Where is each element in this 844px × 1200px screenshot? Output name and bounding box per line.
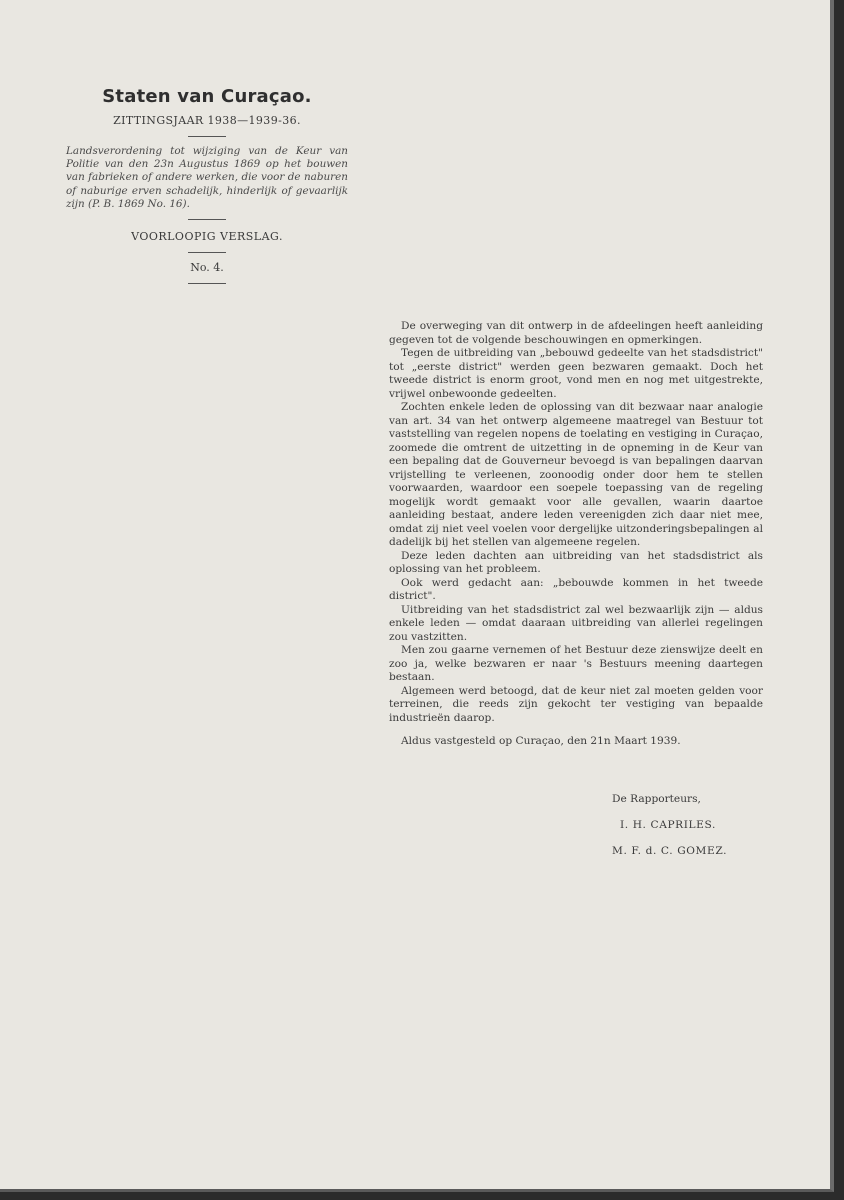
body-paragraph: Zochten enkele leden de oplossing van dit bezwaar naar analogie van art. 34 van het ontwerp algemeene maatregel van Bestuur tot vaststelling van regelen nopens de toelating en vestiging in Curaçao, zoomede die omtrent de uitzetting in de opneming in de Keur van een bepaling dat de Gouverneur bevoegd is van bepalingen daarvan vrijstelling te verleenen, zoonoodig onder door hem te stellen voorwaarden, waardoor een soepele toepassing van de regeling mogelijk wordt gemaakt voor alle gevallen, waarin daartoe aanleiding bestaat, andere leden vereenigden zich daar niet mee, omdat zij niet veel voelen voor dergelijke uitzonderingsbepalingen al dadelijk bij het stellen van algemeene regelen. (389, 401, 763, 548)
body-paragraph: Algemeen werd betoogd, dat de keur niet zal moeten gelden voor terreinen, die reeds zijn gekocht ter vestiging van bepaalde industrieën daarop. (389, 684, 763, 724)
document-title: Staten van Curaçao. (102, 86, 312, 107)
type-divider (188, 252, 226, 253)
session-year: ZITTINGSJAAR 1938—1939-36. (113, 114, 301, 127)
body-paragraph: De overweging van dit ontwerp in de afdeelingen heeft aanleiding gegeven tot de volgende beschouwingen en opmerkingen. (389, 320, 763, 346)
closing-statement: Aldus vastgesteld op Curaçao, den 21n Maart 1939. (401, 735, 681, 747)
report-body (389, 320, 763, 749)
body-paragraph: Deze leden dachten aan uitbreiding van het stadsdistrict als oplossing van het probleem. (389, 549, 763, 575)
document-number: No. 4. (190, 261, 224, 275)
rapporteur-name: I. H. CAPRILES. (620, 819, 716, 831)
subject-description: Landsverordening tot wijziging van de Keur van Politie van den 23n Augustus 1869 op het bouwen van fabrieken of andere werken, die voor de naburen of naburige erven schadelijk, hinderlijk of gevaarlijk zijn (P. B. 1869 No. 16). (66, 145, 348, 210)
rapporteur-name: M. F. d. C. GOMEZ. (612, 845, 728, 857)
body-paragraph: Tegen de uitbreiding van „bebouwd gedeelte van het stadsdistrict" tot „eerste district" werden geen bezwaren gemaakt. Doch het tweede district is enorm groot, vond men en nog met uitgestrekte, vrijwel onbewoonde gedeelten. (389, 347, 763, 400)
body-paragraph: Ook werd gedacht aan: „bebouwde kommen in het tweede district". (389, 576, 763, 602)
subject-divider (188, 219, 226, 220)
rapporteurs-title: De Rapporteurs, (612, 793, 701, 805)
header-divider (188, 136, 226, 137)
body-paragraph: Men zou gaarne vernemen of het Bestuur deze zienswijze deelt en zoo ja, welke bezwaren er naar 's Bestuurs meening daartegen bestaan. (389, 644, 763, 683)
number-divider (188, 283, 226, 284)
document-header (66, 86, 348, 292)
body-paragraph: Uitbreiding van het stadsdistrict zal wel bezwaarlijk zijn — aldus enkele leden — omdat daaraan uitbreiding van allerlei regelingen zou vastzitten. (389, 603, 763, 643)
document-type: VOORLOOPIG VERSLAG. (131, 230, 283, 244)
signature-block (470, 792, 770, 870)
